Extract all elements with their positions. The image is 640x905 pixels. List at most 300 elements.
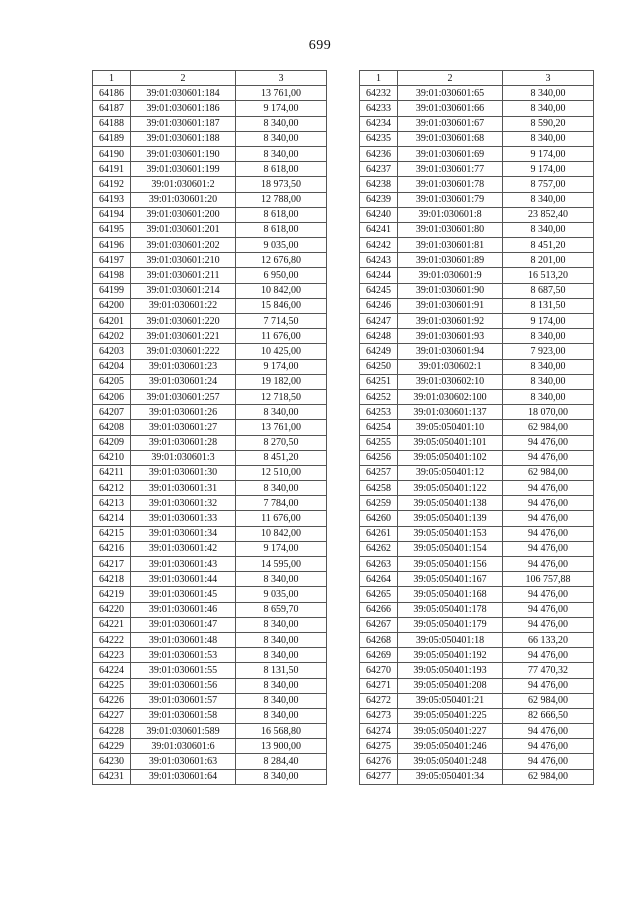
row-number-cell: 64262 xyxy=(360,541,398,556)
row-number-cell: 64193 xyxy=(93,192,131,207)
table-header-row xyxy=(360,71,594,86)
value-cell: 14 595,00 xyxy=(236,557,327,572)
table-row xyxy=(93,192,327,207)
cadastral-number-cell: 39:01:030601:26 xyxy=(131,405,236,420)
value-cell: 8 340,00 xyxy=(236,678,327,693)
cadastral-number-cell: 39:01:030601:188 xyxy=(131,131,236,146)
row-number-cell: 64246 xyxy=(360,298,398,313)
value-cell: 7 784,00 xyxy=(236,496,327,511)
cadastral-number-cell: 39:05:050401:248 xyxy=(398,754,503,769)
row-number-cell: 64240 xyxy=(360,207,398,222)
table-row xyxy=(360,283,594,298)
value-cell: 94 476,00 xyxy=(503,678,594,693)
cadastral-number-cell: 39:01:030601:92 xyxy=(398,314,503,329)
row-number-cell: 64264 xyxy=(360,572,398,587)
row-number-cell: 64276 xyxy=(360,754,398,769)
table-row xyxy=(93,405,327,420)
row-number-cell: 64203 xyxy=(93,344,131,359)
row-number-cell: 64248 xyxy=(360,329,398,344)
column-header-number: 1 xyxy=(360,71,398,86)
table-row xyxy=(93,86,327,101)
cadastral-number-cell: 39:05:050401:122 xyxy=(398,481,503,496)
table-row xyxy=(360,253,594,268)
value-cell: 10 425,00 xyxy=(236,344,327,359)
value-cell: 8 340,00 xyxy=(503,86,594,101)
cadastral-number-cell: 39:05:050401:101 xyxy=(398,435,503,450)
table-row xyxy=(360,222,594,237)
table-row xyxy=(360,207,594,222)
value-cell: 13 761,00 xyxy=(236,420,327,435)
value-cell: 10 842,00 xyxy=(236,283,327,298)
value-cell: 8 340,00 xyxy=(236,708,327,723)
cadastral-number-cell: 39:01:030601:187 xyxy=(131,116,236,131)
cadastral-number-cell: 39:01:030601:64 xyxy=(131,769,236,784)
cadastral-number-cell: 39:01:030601:200 xyxy=(131,207,236,222)
table-row xyxy=(360,663,594,678)
cadastral-number-cell: 39:01:030601:8 xyxy=(398,207,503,222)
cadastral-number-cell: 39:05:050401:168 xyxy=(398,587,503,602)
table-row xyxy=(93,298,327,313)
value-cell: 12 788,00 xyxy=(236,192,327,207)
cadastral-number-cell: 39:01:030601:89 xyxy=(398,253,503,268)
cadastral-number-cell: 39:01:030601:27 xyxy=(131,420,236,435)
cadastral-number-cell: 39:01:030601:33 xyxy=(131,511,236,526)
row-number-cell: 64266 xyxy=(360,602,398,617)
table-row xyxy=(93,253,327,268)
cadastral-number-cell: 39:01:030601:199 xyxy=(131,162,236,177)
cadastral-number-cell: 39:01:030601:22 xyxy=(131,298,236,313)
table-row xyxy=(360,511,594,526)
table-row xyxy=(93,207,327,222)
table-row xyxy=(360,420,594,435)
cadastral-number-cell: 39:01:030601:57 xyxy=(131,693,236,708)
row-number-cell: 64244 xyxy=(360,268,398,283)
cadastral-number-cell: 39:01:030601:214 xyxy=(131,283,236,298)
row-number-cell: 64231 xyxy=(93,769,131,784)
value-cell: 6 950,00 xyxy=(236,268,327,283)
row-number-cell: 64243 xyxy=(360,253,398,268)
cadastral-number-cell: 39:05:050401:21 xyxy=(398,693,503,708)
cadastral-number-cell: 39:05:050401:192 xyxy=(398,648,503,663)
value-cell: 94 476,00 xyxy=(503,754,594,769)
table-row xyxy=(93,663,327,678)
table-row xyxy=(93,708,327,723)
value-cell: 8 451,20 xyxy=(236,450,327,465)
cadastral-number-cell: 39:01:030601:79 xyxy=(398,192,503,207)
value-cell: 94 476,00 xyxy=(503,648,594,663)
value-cell: 19 182,00 xyxy=(236,374,327,389)
row-number-cell: 64225 xyxy=(93,678,131,693)
table-row xyxy=(93,632,327,647)
cadastral-number-cell: 39:01:030601:31 xyxy=(131,481,236,496)
cadastral-number-cell: 39:05:050401:154 xyxy=(398,541,503,556)
row-number-cell: 64219 xyxy=(93,587,131,602)
table-row xyxy=(93,511,327,526)
cadastral-number-cell: 39:01:030601:2 xyxy=(131,177,236,192)
cadastral-number-cell: 39:01:030601:190 xyxy=(131,146,236,161)
row-number-cell: 64253 xyxy=(360,405,398,420)
cadastral-number-cell: 39:01:030601:44 xyxy=(131,572,236,587)
row-number-cell: 64275 xyxy=(360,739,398,754)
table-row xyxy=(360,116,594,131)
value-cell: 8 340,00 xyxy=(503,131,594,146)
table-row xyxy=(360,557,594,572)
value-cell: 9 174,00 xyxy=(236,101,327,116)
table-row xyxy=(93,359,327,374)
cadastral-number-cell: 39:01:030601:56 xyxy=(131,678,236,693)
cadastral-number-cell: 39:01:030602:10 xyxy=(398,374,503,389)
cadastral-number-cell: 39:01:030601:6 xyxy=(131,739,236,754)
table-row xyxy=(360,450,594,465)
row-number-cell: 64268 xyxy=(360,632,398,647)
row-number-cell: 64260 xyxy=(360,511,398,526)
table-row xyxy=(93,374,327,389)
row-number-cell: 64227 xyxy=(93,708,131,723)
row-number-cell: 64211 xyxy=(93,465,131,480)
table-row xyxy=(93,450,327,465)
value-cell: 7 714,50 xyxy=(236,314,327,329)
cadastral-number-cell: 39:01:030601:210 xyxy=(131,253,236,268)
row-number-cell: 64271 xyxy=(360,678,398,693)
value-cell: 13 900,00 xyxy=(236,739,327,754)
row-number-cell: 64263 xyxy=(360,557,398,572)
table-header-row xyxy=(93,71,327,86)
row-number-cell: 64258 xyxy=(360,481,398,496)
value-cell: 8 757,00 xyxy=(503,177,594,192)
cadastral-number-cell: 39:05:050401:225 xyxy=(398,708,503,723)
value-cell: 13 761,00 xyxy=(236,86,327,101)
cadastral-number-cell: 39:01:030601:221 xyxy=(131,329,236,344)
row-number-cell: 64251 xyxy=(360,374,398,389)
value-cell: 8 451,20 xyxy=(503,238,594,253)
table-body-right xyxy=(360,86,594,785)
value-cell: 12 676,80 xyxy=(236,253,327,268)
value-cell: 8 340,00 xyxy=(236,617,327,632)
column-header-value: 3 xyxy=(503,71,594,86)
table-row xyxy=(360,587,594,602)
value-cell: 77 470,32 xyxy=(503,663,594,678)
row-number-cell: 64206 xyxy=(93,389,131,404)
table-row xyxy=(360,769,594,784)
table-row xyxy=(93,648,327,663)
cadastral-number-cell: 39:01:030601:81 xyxy=(398,238,503,253)
row-number-cell: 64242 xyxy=(360,238,398,253)
table-row xyxy=(360,101,594,116)
registry-table-right xyxy=(359,70,594,785)
cadastral-number-cell: 39:05:050401:208 xyxy=(398,678,503,693)
row-number-cell: 64277 xyxy=(360,769,398,784)
row-number-cell: 64194 xyxy=(93,207,131,222)
table-row xyxy=(360,405,594,420)
value-cell: 9 174,00 xyxy=(503,146,594,161)
table-row xyxy=(360,693,594,708)
value-cell: 8 340,00 xyxy=(236,481,327,496)
table-row xyxy=(93,146,327,161)
value-cell: 8 590,20 xyxy=(503,116,594,131)
cadastral-number-cell: 39:01:030601:9 xyxy=(398,268,503,283)
row-number-cell: 64222 xyxy=(93,632,131,647)
table-row xyxy=(93,238,327,253)
value-cell: 16 568,80 xyxy=(236,724,327,739)
table-row xyxy=(93,344,327,359)
row-number-cell: 64198 xyxy=(93,268,131,283)
value-cell: 8 340,00 xyxy=(503,389,594,404)
value-cell: 11 676,00 xyxy=(236,511,327,526)
table-row xyxy=(360,648,594,663)
cadastral-number-cell: 39:01:030601:184 xyxy=(131,86,236,101)
value-cell: 94 476,00 xyxy=(503,481,594,496)
row-number-cell: 64255 xyxy=(360,435,398,450)
value-cell: 94 476,00 xyxy=(503,511,594,526)
value-cell: 62 984,00 xyxy=(503,465,594,480)
value-cell: 8 340,00 xyxy=(236,116,327,131)
value-cell: 8 340,00 xyxy=(503,329,594,344)
cadastral-number-cell: 39:05:050401:193 xyxy=(398,663,503,678)
cadastral-number-cell: 39:01:030601:68 xyxy=(398,131,503,146)
table-row xyxy=(360,617,594,632)
table-row xyxy=(360,192,594,207)
value-cell: 8 340,00 xyxy=(236,693,327,708)
value-cell: 16 513,20 xyxy=(503,268,594,283)
table-row xyxy=(360,389,594,404)
table-row xyxy=(360,678,594,693)
value-cell: 18 973,50 xyxy=(236,177,327,192)
cadastral-number-cell: 39:01:030601:67 xyxy=(398,116,503,131)
row-number-cell: 64261 xyxy=(360,526,398,541)
page-number: 699 xyxy=(308,38,332,53)
cadastral-number-cell: 39:01:030601:91 xyxy=(398,298,503,313)
table-row xyxy=(93,572,327,587)
row-number-cell: 64202 xyxy=(93,329,131,344)
row-number-cell: 64190 xyxy=(93,146,131,161)
table-row xyxy=(93,754,327,769)
row-number-cell: 64259 xyxy=(360,496,398,511)
value-cell: 8 687,50 xyxy=(503,283,594,298)
cadastral-number-cell: 39:01:030601:65 xyxy=(398,86,503,101)
row-number-cell: 64239 xyxy=(360,192,398,207)
row-number-cell: 64218 xyxy=(93,572,131,587)
table-row xyxy=(360,708,594,723)
row-number-cell: 64235 xyxy=(360,131,398,146)
value-cell: 8 659,70 xyxy=(236,602,327,617)
value-cell: 23 852,40 xyxy=(503,207,594,222)
row-number-cell: 64238 xyxy=(360,177,398,192)
cadastral-number-cell: 39:01:030601:69 xyxy=(398,146,503,161)
row-number-cell: 64265 xyxy=(360,587,398,602)
row-number-cell: 64256 xyxy=(360,450,398,465)
row-number-cell: 64210 xyxy=(93,450,131,465)
table-row xyxy=(93,465,327,480)
row-number-cell: 64229 xyxy=(93,739,131,754)
table-row xyxy=(360,481,594,496)
value-cell: 8 340,00 xyxy=(503,359,594,374)
table-row xyxy=(360,329,594,344)
row-number-cell: 64221 xyxy=(93,617,131,632)
cadastral-number-cell: 39:05:050401:138 xyxy=(398,496,503,511)
row-number-cell: 64232 xyxy=(360,86,398,101)
value-cell: 12 718,50 xyxy=(236,389,327,404)
row-number-cell: 64188 xyxy=(93,116,131,131)
cadastral-number-cell: 39:01:030601:90 xyxy=(398,283,503,298)
table-row xyxy=(360,359,594,374)
row-number-cell: 64195 xyxy=(93,222,131,237)
row-number-cell: 64191 xyxy=(93,162,131,177)
cadastral-number-cell: 39:05:050401:10 xyxy=(398,420,503,435)
row-number-cell: 64236 xyxy=(360,146,398,161)
cadastral-number-cell: 39:01:030601:47 xyxy=(131,617,236,632)
table-row xyxy=(93,116,327,131)
table-row xyxy=(360,86,594,101)
cadastral-number-cell: 39:01:030601:80 xyxy=(398,222,503,237)
cadastral-number-cell: 39:01:030601:32 xyxy=(131,496,236,511)
row-number-cell: 64215 xyxy=(93,526,131,541)
row-number-cell: 64212 xyxy=(93,481,131,496)
value-cell: 12 510,00 xyxy=(236,465,327,480)
cadastral-number-cell: 39:01:030601:137 xyxy=(398,405,503,420)
cadastral-number-cell: 39:01:030601:43 xyxy=(131,557,236,572)
value-cell: 94 476,00 xyxy=(503,526,594,541)
table-row xyxy=(360,632,594,647)
table-row xyxy=(93,314,327,329)
row-number-cell: 64220 xyxy=(93,602,131,617)
value-cell: 8 340,00 xyxy=(503,374,594,389)
value-cell: 62 984,00 xyxy=(503,420,594,435)
cadastral-number-cell: 39:01:030601:3 xyxy=(131,450,236,465)
table-row xyxy=(93,222,327,237)
value-cell: 94 476,00 xyxy=(503,450,594,465)
table-row xyxy=(360,268,594,283)
cadastral-number-cell: 39:01:030601:186 xyxy=(131,101,236,116)
table-row xyxy=(360,572,594,587)
value-cell: 106 757,88 xyxy=(503,572,594,587)
table-row xyxy=(360,177,594,192)
row-number-cell: 64187 xyxy=(93,101,131,116)
value-cell: 8 340,00 xyxy=(236,146,327,161)
table-row xyxy=(360,146,594,161)
table-row xyxy=(93,162,327,177)
value-cell: 94 476,00 xyxy=(503,557,594,572)
value-cell: 9 174,00 xyxy=(236,541,327,556)
table-row xyxy=(360,344,594,359)
cadastral-number-cell: 39:01:030601:78 xyxy=(398,177,503,192)
table-row xyxy=(360,298,594,313)
column-header-value: 3 xyxy=(236,71,327,86)
row-number-cell: 64217 xyxy=(93,557,131,572)
cadastral-number-cell: 39:01:030601:28 xyxy=(131,435,236,450)
table-row xyxy=(93,526,327,541)
row-number-cell: 64273 xyxy=(360,708,398,723)
table-row xyxy=(93,678,327,693)
table-row xyxy=(360,374,594,389)
cadastral-number-cell: 39:01:030601:220 xyxy=(131,314,236,329)
row-number-cell: 64234 xyxy=(360,116,398,131)
row-number-cell: 64254 xyxy=(360,420,398,435)
cadastral-number-cell: 39:05:050401:179 xyxy=(398,617,503,632)
value-cell: 94 476,00 xyxy=(503,435,594,450)
cadastral-number-cell: 39:05:050401:178 xyxy=(398,602,503,617)
value-cell: 8 270,50 xyxy=(236,435,327,450)
value-cell: 8 284,40 xyxy=(236,754,327,769)
table-row xyxy=(360,496,594,511)
value-cell: 66 133,20 xyxy=(503,632,594,647)
row-number-cell: 64270 xyxy=(360,663,398,678)
column-header-number: 1 xyxy=(93,71,131,86)
value-cell: 9 035,00 xyxy=(236,238,327,253)
value-cell: 8 340,00 xyxy=(503,101,594,116)
column-header-cadastral: 2 xyxy=(131,71,236,86)
cadastral-number-cell: 39:01:030602:1 xyxy=(398,359,503,374)
row-number-cell: 64226 xyxy=(93,693,131,708)
table-row xyxy=(93,587,327,602)
row-number-cell: 64245 xyxy=(360,283,398,298)
table-row xyxy=(93,435,327,450)
row-number-cell: 64272 xyxy=(360,693,398,708)
cadastral-number-cell: 39:01:030601:93 xyxy=(398,329,503,344)
table-body-left xyxy=(93,86,327,785)
row-number-cell: 64196 xyxy=(93,238,131,253)
cadastral-number-cell: 39:05:050401:156 xyxy=(398,557,503,572)
table-row xyxy=(93,329,327,344)
cadastral-number-cell: 39:05:050401:153 xyxy=(398,526,503,541)
cadastral-number-cell: 39:01:030601:589 xyxy=(131,724,236,739)
value-cell: 8 340,00 xyxy=(503,192,594,207)
row-number-cell: 64199 xyxy=(93,283,131,298)
table-row xyxy=(93,602,327,617)
row-number-cell: 64214 xyxy=(93,511,131,526)
table-row xyxy=(360,724,594,739)
row-number-cell: 64237 xyxy=(360,162,398,177)
cadastral-number-cell: 39:01:030601:211 xyxy=(131,268,236,283)
table-row xyxy=(93,769,327,784)
value-cell: 8 340,00 xyxy=(236,572,327,587)
cadastral-number-cell: 39:01:030601:66 xyxy=(398,101,503,116)
cadastral-number-cell: 39:05:050401:18 xyxy=(398,632,503,647)
value-cell: 8 340,00 xyxy=(236,632,327,647)
value-cell: 8 131,50 xyxy=(236,663,327,678)
table-row xyxy=(93,481,327,496)
value-cell: 94 476,00 xyxy=(503,739,594,754)
table-row xyxy=(360,754,594,769)
row-number-cell: 64200 xyxy=(93,298,131,313)
table-row xyxy=(360,465,594,480)
table-row xyxy=(360,131,594,146)
cadastral-number-cell: 39:05:050401:167 xyxy=(398,572,503,587)
cadastral-number-cell: 39:05:050401:102 xyxy=(398,450,503,465)
table-row xyxy=(93,541,327,556)
row-number-cell: 64257 xyxy=(360,465,398,480)
value-cell: 7 923,00 xyxy=(503,344,594,359)
cadastral-number-cell: 39:05:050401:246 xyxy=(398,739,503,754)
row-number-cell: 64186 xyxy=(93,86,131,101)
cadastral-number-cell: 39:01:030601:202 xyxy=(131,238,236,253)
row-number-cell: 64252 xyxy=(360,389,398,404)
cadastral-number-cell: 39:01:030601:46 xyxy=(131,602,236,617)
row-number-cell: 64223 xyxy=(93,648,131,663)
value-cell: 8 618,00 xyxy=(236,222,327,237)
table-row xyxy=(360,541,594,556)
value-cell: 9 174,00 xyxy=(503,162,594,177)
table-row xyxy=(93,283,327,298)
row-number-cell: 64204 xyxy=(93,359,131,374)
value-cell: 94 476,00 xyxy=(503,617,594,632)
value-cell: 8 340,00 xyxy=(236,405,327,420)
row-number-cell: 64269 xyxy=(360,648,398,663)
cadastral-number-cell: 39:01:030601:55 xyxy=(131,663,236,678)
cadastral-number-cell: 39:01:030601:77 xyxy=(398,162,503,177)
row-number-cell: 64249 xyxy=(360,344,398,359)
registry-table-left xyxy=(92,70,327,785)
cadastral-number-cell: 39:01:030601:30 xyxy=(131,465,236,480)
